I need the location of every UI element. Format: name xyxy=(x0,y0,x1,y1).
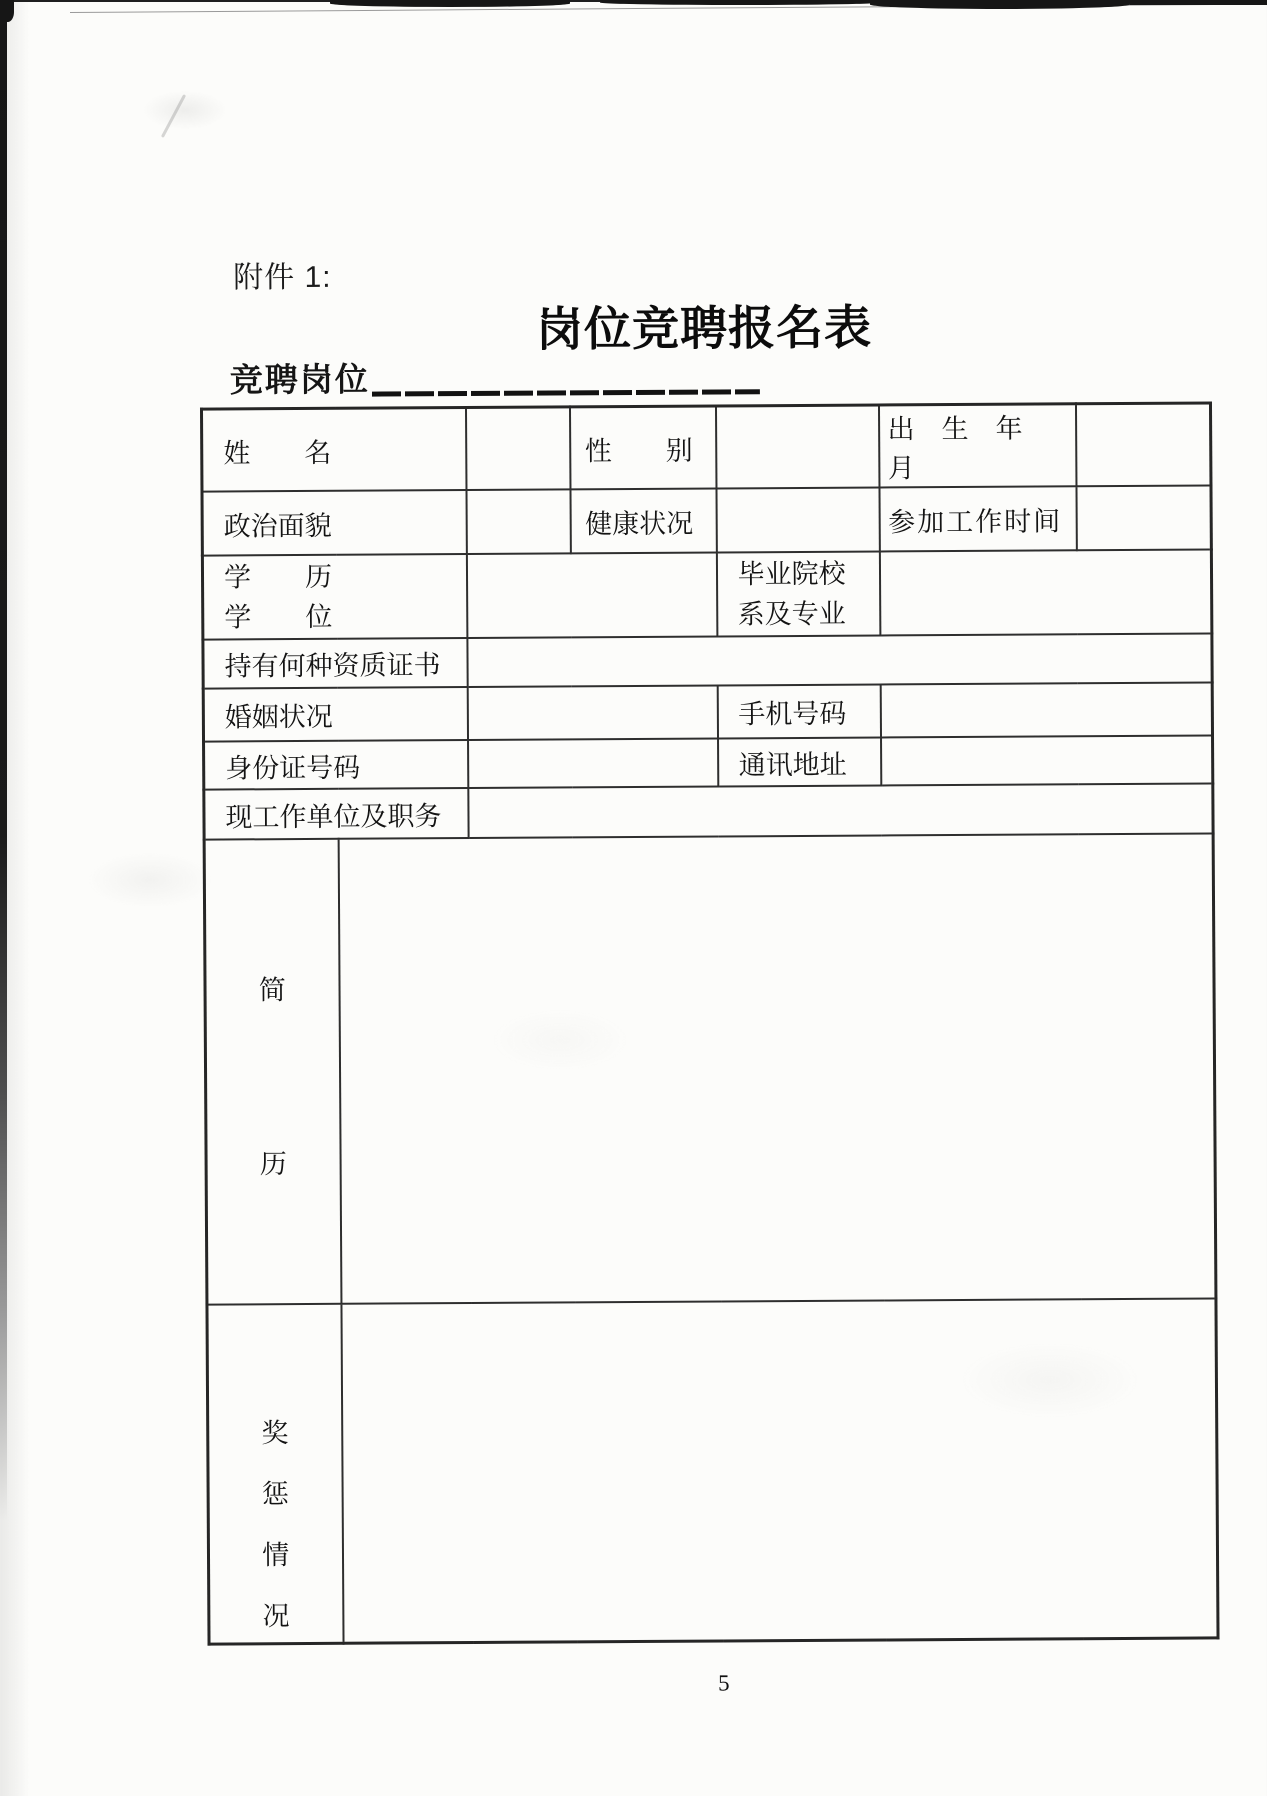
table-row xyxy=(204,735,1213,789)
school-major-label xyxy=(716,551,880,636)
rewards-char: 况 xyxy=(262,1600,290,1632)
resume-char: 简 xyxy=(258,975,286,1006)
education-label-line1: 学 历 xyxy=(223,561,333,593)
school-label-line2: 系及专业 xyxy=(737,598,846,630)
table-row xyxy=(201,403,1210,492)
resume-content-cell xyxy=(338,833,1216,1303)
employer-position-label: 现工作单位及职务 xyxy=(204,788,468,840)
rewards-label-cell xyxy=(207,1304,343,1644)
id-number-label: 身份证号码 xyxy=(204,740,468,790)
resume-label-cell xyxy=(204,839,341,1305)
scan-mark xyxy=(330,0,570,7)
scan-mark xyxy=(1130,0,1267,5)
mobile-number-value-cell xyxy=(880,682,1212,737)
work-start-value-cell xyxy=(1076,485,1211,550)
table-row xyxy=(203,633,1212,688)
id-number-value-cell xyxy=(468,738,718,788)
health-status-value-cell xyxy=(716,487,879,552)
education-degree-value-cell xyxy=(466,552,717,638)
address-label: 通讯地址 xyxy=(718,737,881,786)
table-row xyxy=(204,833,1216,1304)
table-row xyxy=(202,549,1211,639)
marital-status-label: 婚姻状况 xyxy=(203,687,467,742)
marital-status-value-cell xyxy=(467,685,717,740)
name-label: 姓 名 xyxy=(201,408,465,492)
table-row xyxy=(202,485,1211,555)
birth-date-label: 出 生 年 月 xyxy=(878,404,1076,488)
school-label-line1: 毕业院校 xyxy=(737,558,846,590)
position-line xyxy=(230,357,760,400)
scan-mark xyxy=(600,0,880,5)
page-title: 岗位竞聘报名表 xyxy=(535,302,873,357)
position-label: 竞聘岗位 xyxy=(229,360,370,399)
certificates-label: 持有何种资质证书 xyxy=(203,638,467,689)
health-status-label: 健康状况 xyxy=(570,488,716,553)
application-form-table xyxy=(200,401,1220,1645)
education-label-line2: 学 位 xyxy=(224,601,333,633)
scan-artifact-left-edge xyxy=(0,0,7,1520)
rewards-char: 奖 xyxy=(261,1417,289,1449)
education-degree-label xyxy=(202,554,467,640)
political-status-value-cell xyxy=(466,489,570,554)
attachment-label: 附件 1: xyxy=(233,260,332,295)
table-row xyxy=(203,682,1212,741)
address-value-cell xyxy=(881,735,1213,785)
rewards-content-cell xyxy=(341,1298,1218,1642)
birth-date-value-cell xyxy=(1075,403,1211,486)
political-status-label: 政治面貌 xyxy=(202,490,466,556)
certificates-value-cell xyxy=(467,633,1212,687)
rewards-label xyxy=(208,1307,342,1641)
resume-label xyxy=(206,842,340,1302)
page-number: 5 xyxy=(717,1670,730,1696)
gender-label: 性 别 xyxy=(569,406,716,489)
work-start-label: 参加工作时间 xyxy=(879,486,1076,551)
position-blank-field xyxy=(372,389,760,396)
school-major-value-cell xyxy=(879,549,1212,635)
gender-value-cell xyxy=(715,405,879,488)
name-value-cell xyxy=(465,407,570,490)
mobile-number-label: 手机号码 xyxy=(717,684,880,738)
table-row xyxy=(207,1298,1218,1643)
scan-mark xyxy=(870,0,1130,9)
scan-artifact-top-edge xyxy=(0,0,1267,16)
rewards-char: 惩 xyxy=(261,1478,289,1510)
resume-char: 历 xyxy=(259,1149,287,1180)
rewards-char: 情 xyxy=(262,1539,290,1571)
table-row xyxy=(204,783,1213,839)
employer-position-value-cell xyxy=(468,783,1213,838)
